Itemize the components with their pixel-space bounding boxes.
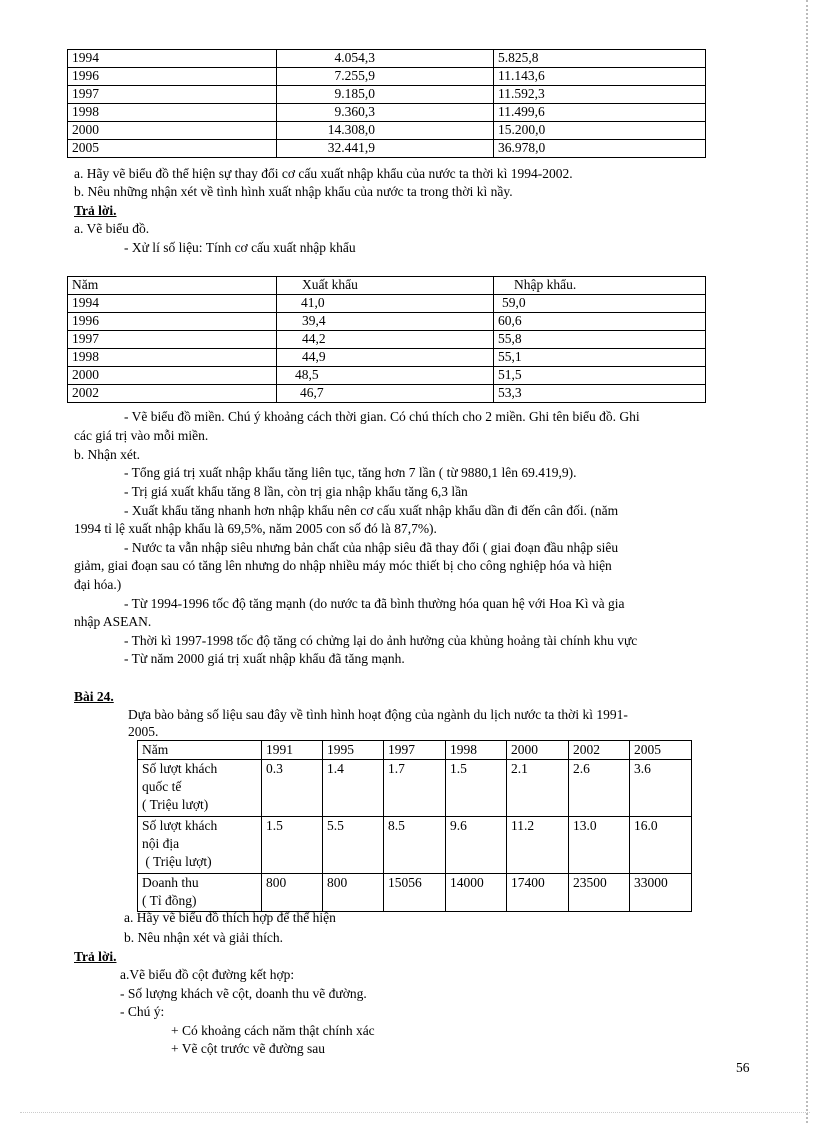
remark-3-cont: 1994 tỉ lệ xuất nhập khẩu là 69,5%, năm 2005 con số đó là 87,7%). <box>74 521 437 536</box>
value-cell: 1.5 <box>262 817 323 874</box>
export-share-cell: 39,4 <box>277 313 494 331</box>
remark-4-cont2: đại hóa.) <box>74 577 122 592</box>
table-row <box>68 313 706 331</box>
year-cell: 1997 <box>68 86 277 104</box>
export-value-cell: 14.308,0 <box>277 122 494 140</box>
row-label-line: ( Triệu lượt) <box>142 854 212 869</box>
value-cell: 2.1 <box>507 760 569 817</box>
import-value-cell: 11.592,3 <box>494 86 706 104</box>
export-share-cell: 41,0 <box>277 295 494 313</box>
structure-percent-table <box>67 276 706 403</box>
table-header-row <box>138 741 692 760</box>
value-cell: 1.4 <box>323 760 384 817</box>
table-row <box>68 295 706 313</box>
remark-5: - Từ 1994-1996 tốc độ tăng mạnh (do nước ta đã bình thường hóa quan hệ với Hoa Kì và gia <box>124 596 625 611</box>
export-share-cell: 48,5 <box>277 367 494 385</box>
column-header: Nhập khẩu. <box>494 277 706 295</box>
import-share-cell: 51,5 <box>494 367 706 385</box>
value-cell: 8.5 <box>384 817 446 874</box>
import-value-cell: 15.200,0 <box>494 122 706 140</box>
year-cell: 1996 <box>68 313 277 331</box>
table-row <box>138 760 692 817</box>
column-header: 1995 <box>323 741 384 760</box>
data-processing-note: - Xử lí số liệu: Tính cơ cấu xuất nhập khẩu <box>124 240 356 255</box>
value-cell: 1.5 <box>446 760 507 817</box>
export-value-cell: 4.054,3 <box>277 50 494 68</box>
column-header: Năm <box>138 741 262 760</box>
value-cell: 16.0 <box>630 817 692 874</box>
export-value-cell: 9.185,0 <box>277 86 494 104</box>
chart-note-cont: các giá trị vào mỗi miền. <box>74 428 209 443</box>
remark-4: - Nước ta vẫn nhập siêu nhưng bản chất của nhập siêu đã thay đổi ( giai đoạn đầu nhập siêu <box>124 540 619 555</box>
row-label-cell <box>138 817 262 874</box>
value-cell: 1.7 <box>384 760 446 817</box>
table-row <box>68 349 706 367</box>
table-row <box>68 331 706 349</box>
export-share-cell: 46,7 <box>277 385 494 403</box>
remark-1: - Tổng giá trị xuất nhập khẩu tăng liên tục, tăng hơn 7 lần ( từ 9880,1 lên 69.419,9). <box>124 465 577 480</box>
year-cell: 1997 <box>68 331 277 349</box>
row-label-cell <box>138 760 262 817</box>
import-share-cell: 53,3 <box>494 385 706 403</box>
answer-24-note: - Chú ý: <box>120 1004 165 1019</box>
year-cell: 1996 <box>68 68 277 86</box>
value-cell: 5.5 <box>323 817 384 874</box>
value-cell: 13.0 <box>569 817 630 874</box>
answer-24-line2: - Số lượng khách vẽ cột, doanh thu vẽ đường. <box>120 986 367 1001</box>
import-value-cell: 11.143,6 <box>494 68 706 86</box>
value-cell: 0.3 <box>262 760 323 817</box>
value-cell: 800 <box>262 874 323 912</box>
answer-heading: Trả lời. <box>74 203 117 218</box>
table-row <box>68 367 706 385</box>
value-cell: 9.6 <box>446 817 507 874</box>
remark-5-cont: nhập ASEAN. <box>74 614 152 629</box>
value-cell: 800 <box>323 874 384 912</box>
table-header-row <box>68 277 706 295</box>
table-row <box>138 817 692 874</box>
year-cell: 2005 <box>68 140 277 158</box>
row-label-line: ( Tỉ đồng) <box>142 893 197 908</box>
year-cell: 1994 <box>68 295 277 313</box>
remark-3: - Xuất khẩu tăng nhanh hơn nhập khẩu nên cơ cấu xuất nhập khẩu dần đi đến cân đối. (năm <box>124 503 619 518</box>
year-cell: 1998 <box>68 104 277 122</box>
value-cell: 15056 <box>384 874 446 912</box>
export-import-value-table <box>67 49 706 158</box>
value-cell: 33000 <box>630 874 692 912</box>
table-row <box>68 86 706 104</box>
question-b: b. Nêu những nhận xét về tình hình xuất nhập khẩu của nước ta trong thời kì nầy. <box>74 184 513 199</box>
answer-a-label: a. Vẽ biểu đồ. <box>74 221 150 236</box>
row-label-line: Số lượt khách <box>142 761 218 776</box>
column-header: 2005 <box>630 741 692 760</box>
value-cell: 23500 <box>569 874 630 912</box>
column-header: 1997 <box>384 741 446 760</box>
export-value-cell: 32.441,9 <box>277 140 494 158</box>
remark-4-cont: giảm, giai đoạn sau có tăng lên nhưng do nhập nhiều máy móc thiết bị cho công nghiệp hóa và hiện <box>74 558 612 573</box>
chart-note: - Vẽ biểu đồ miền. Chú ý khoảng cách thời gian. Có chú thích cho 2 miền. Ghi tên biểu đồ. Ghi <box>124 409 640 424</box>
exercise-24-qb: b. Nêu nhận xét và giải thích. <box>124 930 283 945</box>
right-margin-rule <box>806 0 808 1123</box>
table-row <box>138 874 692 912</box>
remark-6: - Thời kì 1997-1998 tốc độ tăng có chửng lại do ảnh hưởng của khủng hoảng tài chính khu vực <box>124 633 638 648</box>
answer-24-note-2: + Vẽ cột trước vẽ đường sau <box>171 1041 325 1056</box>
exercise-24-intro: Dựa bào bảng số liệu sau đây về tình hình hoạt động của ngành du lịch nước ta thời kì 1991- <box>128 707 628 722</box>
value-cell: 14000 <box>446 874 507 912</box>
row-label-cell <box>138 874 262 912</box>
column-header: 1991 <box>262 741 323 760</box>
value-cell: 11.2 <box>507 817 569 874</box>
value-cell: 2.6 <box>569 760 630 817</box>
import-share-cell: 59,0 <box>494 295 706 313</box>
table-row <box>68 68 706 86</box>
column-header: 2002 <box>569 741 630 760</box>
tourism-table <box>137 740 692 912</box>
import-value-cell: 5.825,8 <box>494 50 706 68</box>
value-cell: 3.6 <box>630 760 692 817</box>
question-a: a. Hãy vẽ biểu đồ thể hiện sự thay đổi cơ cấu xuất nhập khẩu của nước ta thời kì 1994-2002. <box>74 166 573 181</box>
exercise-24-title: Bài 24. <box>74 689 114 704</box>
table-row <box>68 140 706 158</box>
answer-heading-24: Trả lời. <box>74 949 117 964</box>
year-cell: 2000 <box>68 367 277 385</box>
column-header: 1998 <box>446 741 507 760</box>
column-header: Năm <box>68 277 277 295</box>
row-label-line: Số lượt khách <box>142 818 218 833</box>
table-row <box>68 385 706 403</box>
column-header: 2000 <box>507 741 569 760</box>
export-share-cell: 44,2 <box>277 331 494 349</box>
year-cell: 2000 <box>68 122 277 140</box>
value-cell: 17400 <box>507 874 569 912</box>
exercise-24-qa: a. Hãy vẽ biểu đồ thích hợp để thể hiện <box>124 910 336 925</box>
row-label-line: Doanh thu <box>142 875 199 890</box>
import-value-cell: 36.978,0 <box>494 140 706 158</box>
table-row <box>68 50 706 68</box>
remark-2: - Trị giá xuất khẩu tăng 8 lần, còn trị gia nhập khẩu tăng 6,3 lần <box>124 484 468 499</box>
row-label-line: ( Triệu lượt) <box>142 797 209 812</box>
remark-7: - Từ năm 2000 giá trị xuất nhập khẩu đã tăng mạnh. <box>124 651 405 666</box>
page-number: 56 <box>736 1060 750 1075</box>
remarks-label: b. Nhận xét. <box>74 447 140 462</box>
answer-24-a: a.Vẽ biểu đồ cột đường kết hợp: <box>120 967 295 982</box>
export-value-cell: 9.360,3 <box>277 104 494 122</box>
import-share-cell: 55,1 <box>494 349 706 367</box>
answer-24-note-1: + Có khoảng cách năm thật chính xác <box>171 1023 375 1038</box>
row-label-line: nội địa <box>142 836 180 851</box>
import-value-cell: 11.499,6 <box>494 104 706 122</box>
table-row <box>68 122 706 140</box>
row-label-line: quốc tế <box>142 779 182 794</box>
table-row <box>68 104 706 122</box>
year-cell: 1994 <box>68 50 277 68</box>
export-share-cell: 44,9 <box>277 349 494 367</box>
export-value-cell: 7.255,9 <box>277 68 494 86</box>
import-share-cell: 60,6 <box>494 313 706 331</box>
column-header: Xuất khẩu <box>277 277 494 295</box>
import-share-cell: 55,8 <box>494 331 706 349</box>
bottom-margin-rule <box>20 1112 810 1113</box>
year-cell: 2002 <box>68 385 277 403</box>
exercise-24-intro-cont: 2005. <box>128 724 159 739</box>
year-cell: 1998 <box>68 349 277 367</box>
